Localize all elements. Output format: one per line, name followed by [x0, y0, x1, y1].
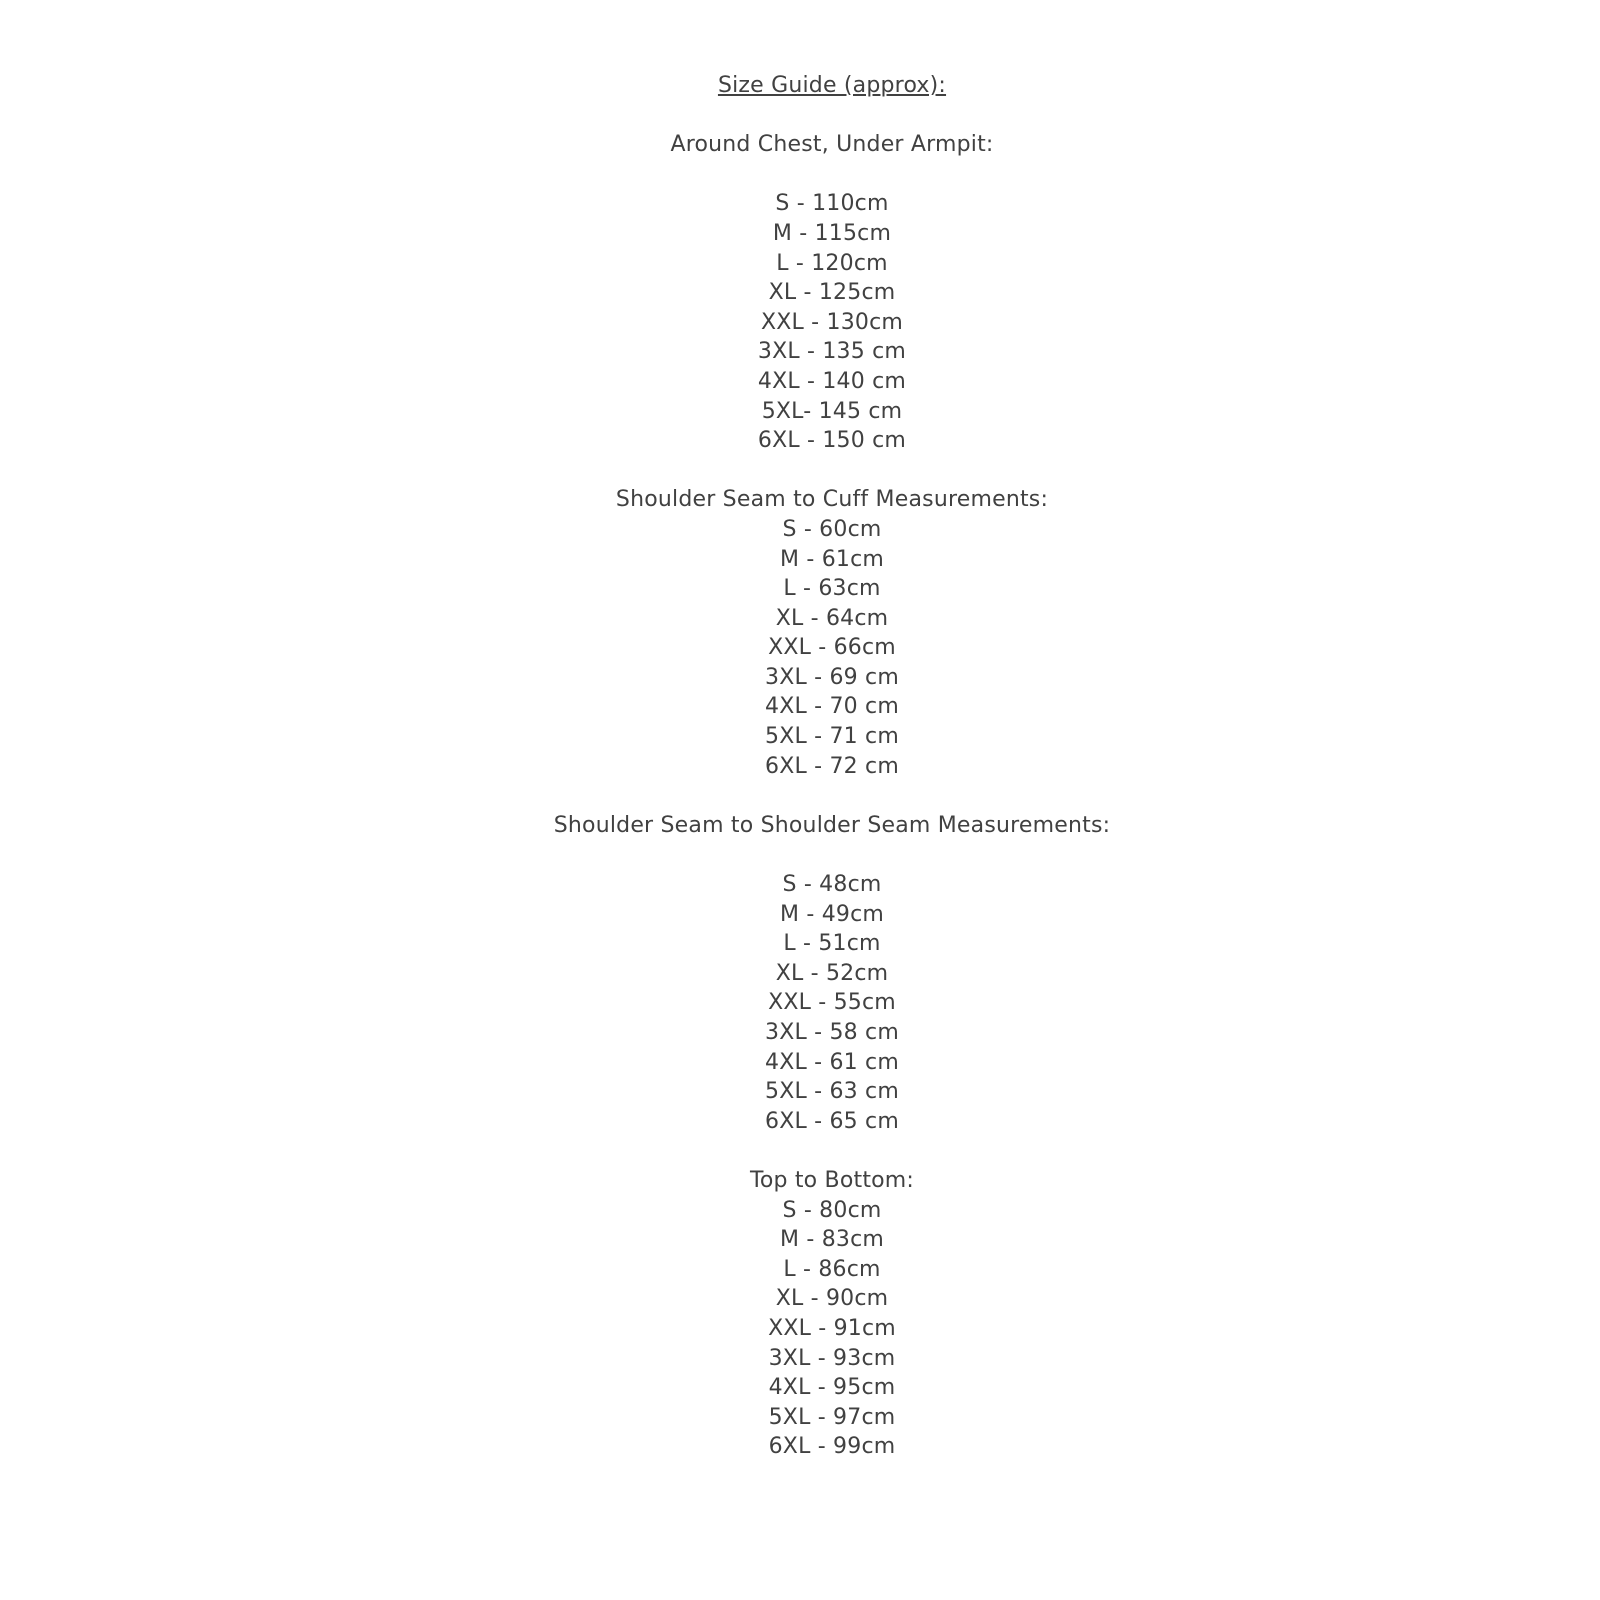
size-row: XXL - 55cm	[768, 990, 896, 1016]
size-row: XXL - 66cm	[768, 635, 896, 661]
size-row: 3XL - 135 cm	[757, 339, 907, 365]
size-row: 6XL - 65 cm	[765, 1108, 899, 1134]
size-list	[64, 870, 1600, 1136]
size-row: XXL - 91cm	[768, 1315, 896, 1341]
size-row: M - 115cm	[772, 220, 892, 246]
size-row: XL - 52cm	[775, 960, 889, 986]
page-title: Size Guide (approx):	[717, 73, 947, 98]
size-row: 4XL - 140 cm	[757, 368, 907, 394]
section-heading: Top to Bottom:	[749, 1167, 915, 1193]
size-row: 6XL - 72 cm	[765, 753, 899, 779]
section-shoulder-to-cuff	[64, 485, 1600, 781]
size-row: 3XL - 58 cm	[765, 1020, 899, 1045]
section-shoulder-to-shoulder	[64, 811, 1600, 1137]
size-row: XL - 125cm	[768, 280, 896, 306]
size-row: L - 120cm	[776, 250, 888, 276]
size-guide-page	[64, 0, 1600, 1462]
section-heading: Around Chest, Under Armpit:	[670, 132, 994, 158]
section-heading: Shoulder Seam to Cuff Measurements:	[615, 487, 1049, 513]
size-list	[64, 515, 1600, 781]
size-row: M - 61cm	[779, 546, 885, 572]
size-row: 5XL - 71 cm	[765, 724, 899, 750]
size-row: 6XL - 150 cm	[757, 428, 907, 454]
size-list	[64, 189, 1600, 455]
size-row: 3XL - 93cm	[768, 1345, 896, 1371]
size-row: XXL - 130cm	[760, 309, 904, 335]
size-row: L - 63cm	[783, 576, 881, 602]
size-row: 5XL- 145 cm	[761, 398, 903, 424]
size-row: XL - 90cm	[775, 1286, 889, 1312]
size-list	[64, 1196, 1600, 1462]
size-row: XL - 64cm	[775, 605, 889, 631]
size-row: 5XL - 63 cm	[765, 1079, 899, 1105]
size-row: L - 86cm	[783, 1256, 881, 1282]
size-row: M - 83cm	[779, 1227, 885, 1253]
size-row: 4XL - 70 cm	[765, 694, 899, 720]
size-row: S - 80cm	[782, 1197, 882, 1223]
size-row: 3XL - 69 cm	[765, 664, 899, 690]
size-row: L - 51cm	[783, 931, 881, 957]
size-row: 4XL - 95cm	[768, 1375, 896, 1401]
size-row: S - 110cm	[775, 191, 889, 217]
size-row: M - 49cm	[779, 901, 885, 927]
size-row: S - 60cm	[782, 516, 882, 542]
section-heading: Shoulder Seam to Shoulder Seam Measurements:	[553, 812, 1111, 838]
size-row: 6XL - 99cm	[768, 1434, 896, 1460]
section-top-to-bottom	[64, 1166, 1600, 1462]
size-row: S - 48cm	[782, 872, 882, 898]
size-row: 5XL - 97cm	[768, 1404, 896, 1430]
size-row: 4XL - 61 cm	[765, 1049, 899, 1075]
section-around-chest	[64, 130, 1600, 456]
